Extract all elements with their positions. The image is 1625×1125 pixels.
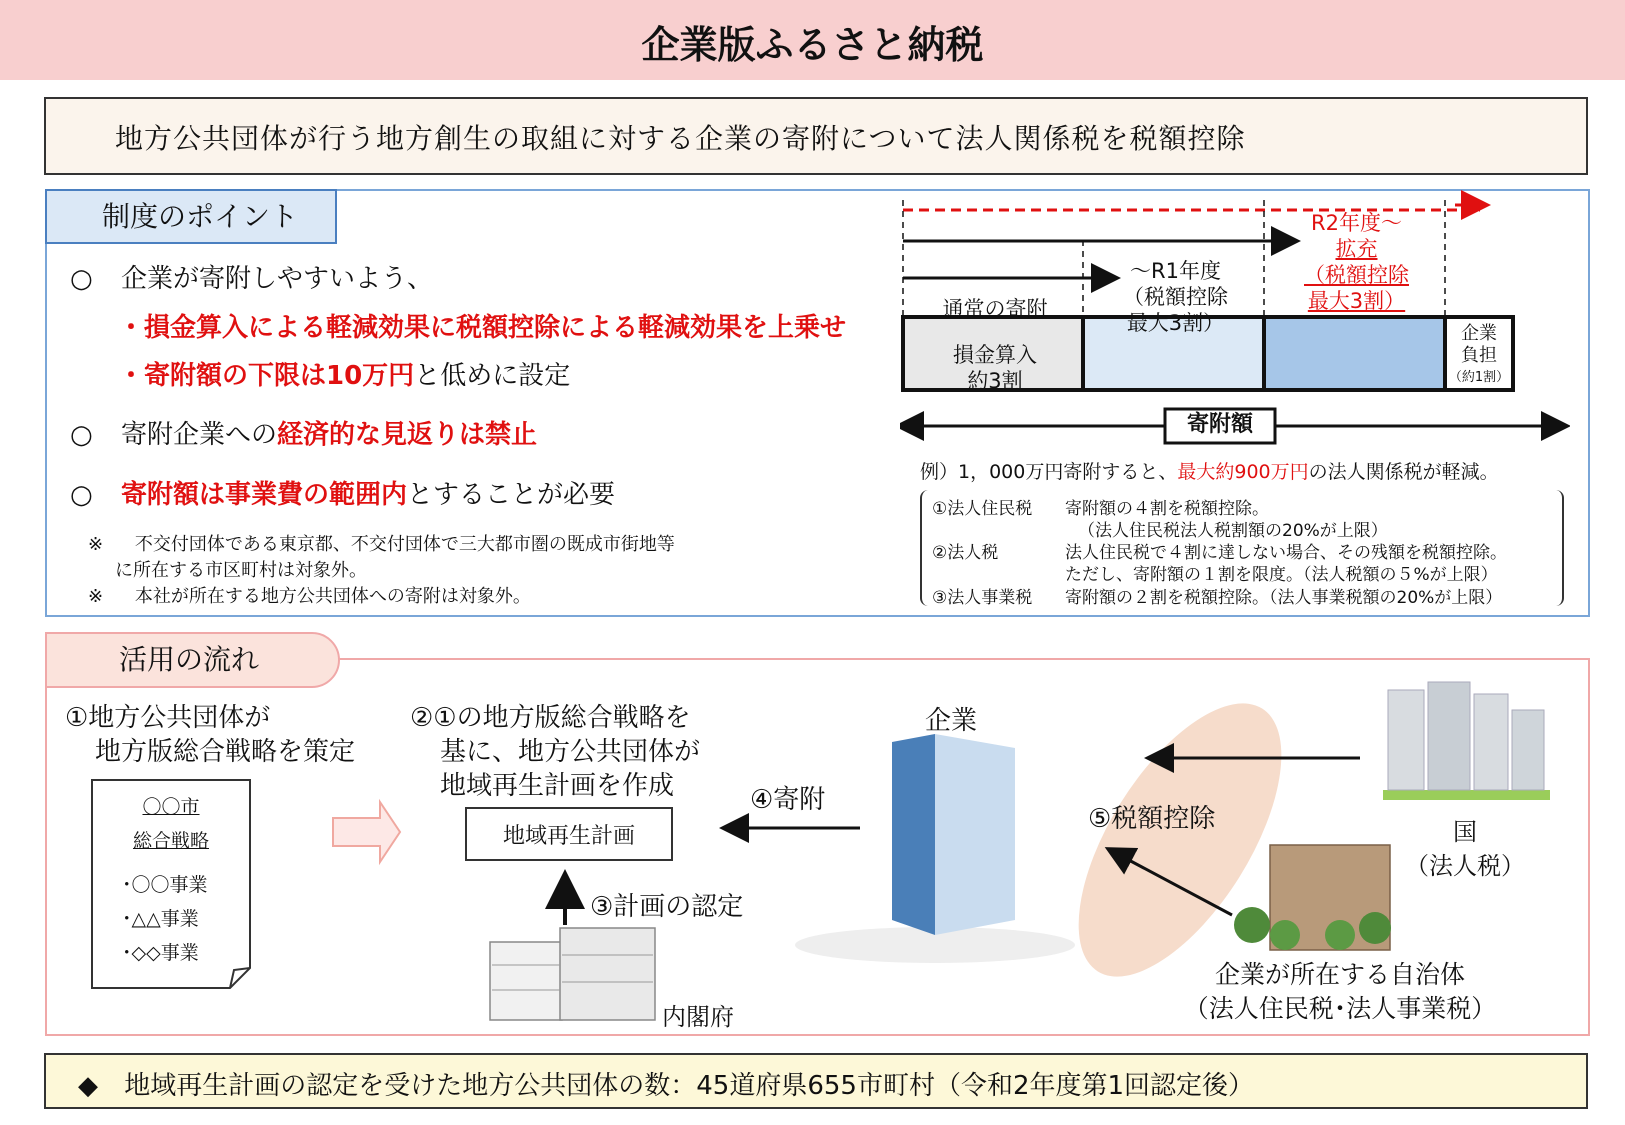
step1-line2: 地方版総合戦略を策定 (95, 737, 356, 767)
point-3-rest: とすることが必要 (406, 480, 615, 510)
normal-label: 通常の寄附 (942, 297, 1048, 321)
r2-label: R2年度～ 拡充 （税額控除 最大3割） (1304, 211, 1409, 313)
step2-line2: 基に、地方公共団体が (440, 737, 701, 767)
tax1-desc: 寄附額の４割を税額控除。 (1065, 499, 1269, 519)
loss-label: 損金算入 約3割 (953, 343, 1037, 393)
burden-label: 企業 負担 （約1割） (1448, 323, 1510, 385)
cabinet-label: 内閣府 (662, 1003, 734, 1031)
point-1-text: 企業が寄附しやすいよう、 (120, 264, 433, 294)
tax1-note: （法人住民税法人税割額の20%が上限） (1078, 521, 1388, 541)
diamond-icon: ◆ (78, 1071, 98, 1101)
point-3-red: 寄附額は事業費の範囲内 (120, 480, 407, 510)
country-buildings-icon (1383, 682, 1550, 800)
plan-label: 地域再生計画 (502, 824, 635, 849)
step2-line3: 地域再生計画を作成 (440, 771, 675, 801)
example: 例）1，000万円寄附すると、最大約900万円の法人関係税が軽減。 (920, 461, 1499, 483)
note-mark: ※ (88, 586, 104, 607)
step5: ⑤税額控除 (1088, 804, 1216, 834)
doc-title: 〇〇市 総合戦略 (132, 796, 209, 852)
tax2-desc: 法人住民税で４割に達しない場合、その残額を税額控除。 (1065, 543, 1507, 563)
company-label: 企業 (925, 706, 978, 736)
step4: ④寄附 (750, 785, 826, 815)
tax2-name: ②法人税 (932, 543, 999, 563)
summary-text: 地域再生計画の認定を受けた地方公共団体の数：45道府県655市町村（令和2年度第1回認定後） (124, 1071, 1255, 1101)
note-1b: に所在する市区町村は対象外。 (115, 560, 367, 581)
bullet: ○ (70, 420, 93, 450)
point-2-pre: 寄附企業への (120, 420, 277, 450)
flow-hollow-arrow (333, 802, 400, 862)
step1-line1: ①地方公共団体が (65, 703, 271, 733)
amount-label: 寄附額 (1186, 412, 1253, 437)
country-label: 国 （法人税） (1405, 818, 1525, 880)
doc-items: ･〇〇事業 ･△△事業 ･◇◇事業 (122, 874, 208, 964)
bullet: ○ (70, 264, 93, 294)
tax3-desc: 寄附額の２割を税額控除。（法人事業税額の20%が上限） (1065, 588, 1503, 608)
subtitle: 地方公共団体が行う地方創生の取組に対する企業の寄附について法人関係税を税額控除 (115, 122, 1246, 155)
page-title: 企業版ふるさと納税 (641, 23, 984, 67)
r1-label: ～R1年度 （税額控除 最大3割） (1123, 259, 1228, 335)
tax3-name: ③法人事業税 (932, 588, 1033, 608)
flow-tab: 活用の流れ (45, 632, 340, 688)
step3: ③計画の認定 (590, 892, 744, 922)
point-1a: ・損金算入による軽減効果に税額控除による軽減効果を上乗せ (118, 313, 847, 343)
point-1b-rest: と低めに設定 (414, 361, 571, 391)
tax2-note: ただし、寄附額の１割を限度。（法人税額の５%が上限） (1065, 565, 1498, 585)
local-label: 企業が所在する自治体 （法人住民税･法人事業税） (1183, 960, 1497, 1023)
tax1-name: ①法人住民税 (932, 499, 1033, 519)
bullet: ○ (70, 480, 93, 510)
company-building-icon (795, 734, 1075, 963)
note-1a: 不交付団体である東京都、不交付団体で三大都市圏の既成市街地等 (134, 534, 675, 555)
note-mark: ※ (88, 534, 104, 555)
points-tab: 制度のポイント (45, 189, 337, 244)
cabinet-building-icon (490, 928, 655, 1020)
point-2-red: 経済的な見返りは禁止 (276, 420, 537, 450)
note-2-text: 本社が所在する地方公共団体への寄附は対象外。 (134, 586, 531, 607)
local-government-building-icon (1234, 845, 1391, 950)
point-1b-red: ・寄附額の下限は10万円 (118, 361, 415, 391)
summary (78, 1065, 1254, 1102)
step2-line1: ②①の地方版総合戦略を (410, 703, 691, 733)
